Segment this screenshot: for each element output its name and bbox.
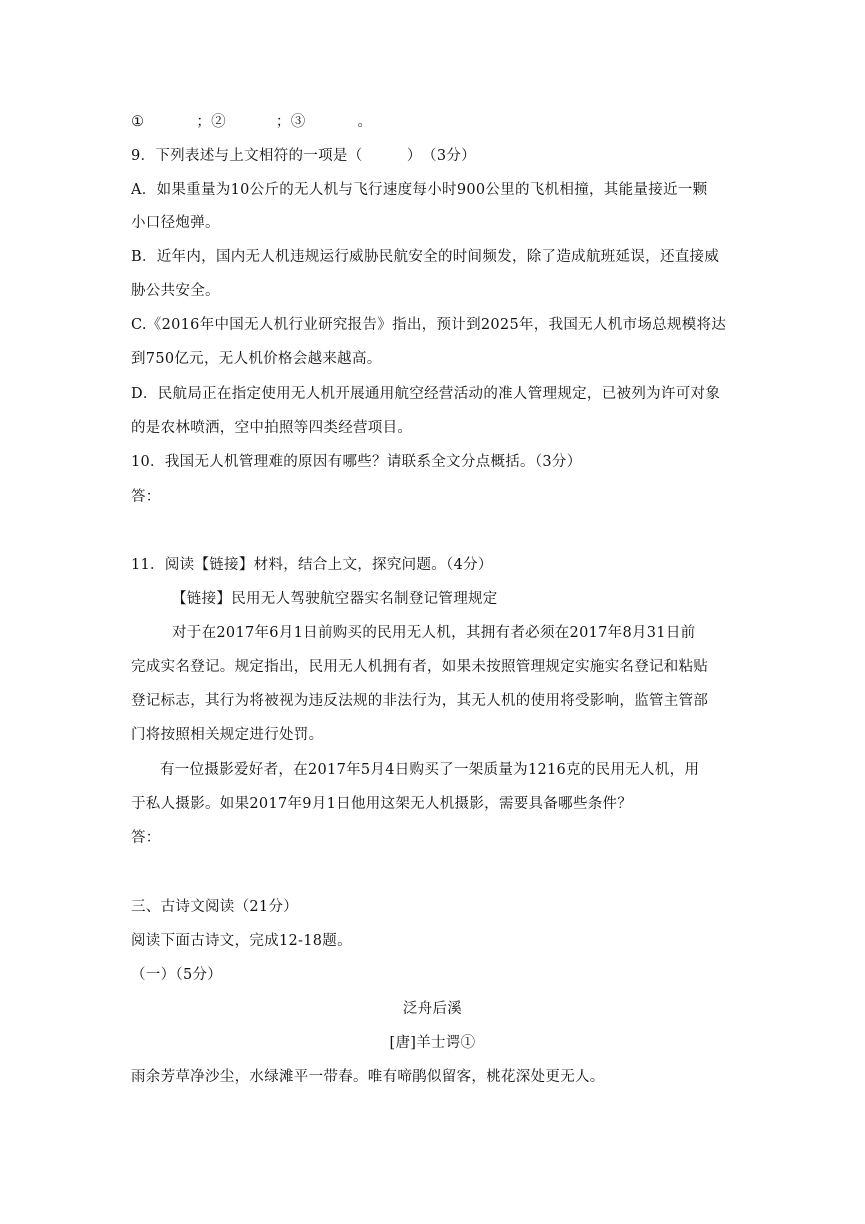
blank-2-marker: ；② — [196, 114, 226, 130]
poem-title: 泛舟后溪 — [402, 1001, 463, 1017]
q11-stem: 11．阅读【链接】材料，结合上文，探究问题。（4分） — [131, 557, 493, 573]
q9-stem: 9．下列表述与上文相符的一项是（ ） （3分） — [131, 148, 476, 164]
q11-link-body-line2: 完成实名登记。规定指出，民用无人机拥有者，如果未按照管理规定实施实名登记和粘贴 — [131, 659, 709, 675]
q9-option-c-line1: C.《2016年中国无人机行业研究报告》指出，预计到2025年，我国无人机市场总规模将达 — [131, 317, 727, 333]
q11-link-title: 【链接】民用无人驾驶航空器实名制登记管理规定 — [172, 591, 498, 607]
section3-part1-heading: （一）（5分） — [131, 967, 223, 983]
section3-title: 三、古诗文阅读（21分） — [131, 899, 299, 915]
q9-option-c-line2: 到750亿元，无人机价格会越来越高。 — [131, 351, 382, 367]
blank-end-mark: 。 — [357, 114, 373, 130]
q10-stem: 10．我国无人机管理难的原因有哪些？请联系全文分点概括。（3分） — [131, 454, 582, 470]
q9-option-a-line2: 小口径炮弹。 — [131, 215, 220, 231]
q11-link-body-line3: 登记标志，其行为将被视为违反法规的非法行为，其无人机的使用将受影响，监管主管部 — [131, 693, 709, 709]
q11-question-line1: 有一位摄影爱好者，在2017年5月4日购买了一架质量为1216克的民用无人机，用 — [160, 762, 700, 778]
poem-author: [唐]羊士谔① — [389, 1035, 476, 1051]
poem-line: 雨余芳草净沙尘，水绿滩平一带春。唯有啼鹃似留客，桃花深处更无人。 — [131, 1069, 605, 1085]
q9-option-d-line2: 的是农林喷洒，空中拍照等四类经营项目。 — [131, 420, 413, 436]
q8-blanks-row — [131, 112, 372, 132]
q11-link-body-line1: 对于在2017年6月1日前购买的民用无人机，其拥有者必须在2017年8月31日前 — [172, 625, 696, 641]
blank-3-marker: ；③ — [275, 114, 306, 130]
q10-answer-label: 答： — [131, 489, 161, 505]
q9-option-b-line2: 胁公共安全。 — [131, 283, 220, 299]
q9-option-d-line1: D．民航局正在指定使用无人机开展通用航空经营活动的准人管理规定，已被列为许可对象 — [131, 386, 721, 402]
q11-answer-label: 答： — [131, 830, 161, 846]
blank-1-marker: ① — [131, 114, 145, 130]
q11-link-body-line4: 门将按照相关规定进行处罚。 — [131, 727, 324, 743]
q9-option-a-line1: A．如果重量为10公斤的无人机与飞行速度每小时900公里的飞机相撞，其能量接近一颗 — [131, 182, 708, 198]
q11-question-line2: 于私人摄影。如果2017年9月1日他用这架无人机摄影，需要具备哪些条件？ — [131, 796, 633, 812]
section3-instruction: 阅读下面古诗文，完成12-18题。 — [131, 933, 352, 949]
q9-option-b-line1: B．近年内，国内无人机违规运行威胁民航安全的时间频发，除了造成航班延误，还直接威 — [131, 249, 720, 265]
